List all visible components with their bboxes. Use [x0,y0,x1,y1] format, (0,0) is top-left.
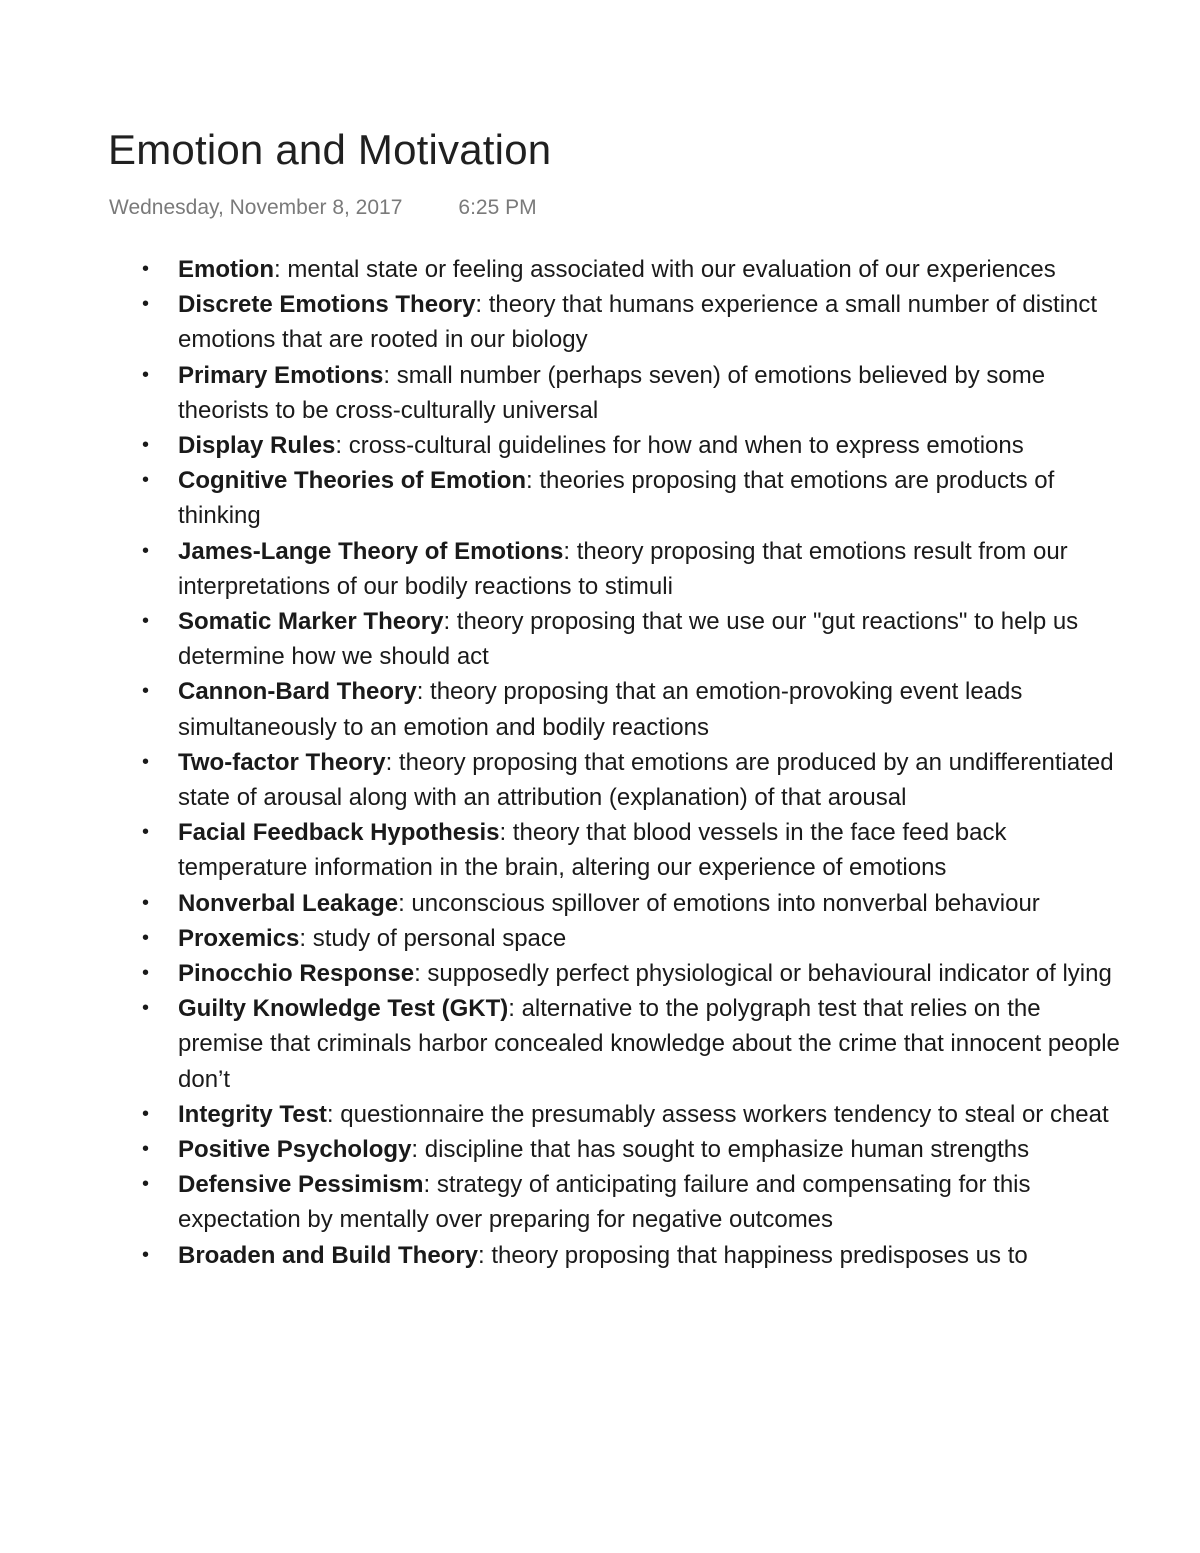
bullet-icon: • [142,1173,150,1196]
list-item [142,358,1128,428]
note-timestamp [109,196,537,220]
bullet-icon: • [142,258,150,280]
term-name: Discrete Emotions Theory [178,291,476,319]
bullet-icon: • [142,926,150,949]
bullet-icon: • [142,750,150,773]
list-item [142,674,1128,744]
bullet-icon: • [142,821,150,844]
term-name: Primary Emotions [178,361,384,389]
term-name: Proxemics [178,924,300,952]
bullet-icon: • [142,1243,150,1266]
list-item [142,428,1128,463]
bullet-icon: • [142,962,150,985]
bullet-icon: • [142,1102,150,1125]
term-name: Emotion [178,256,274,283]
bullet-icon: • [142,997,150,1020]
bullet-icon: • [142,363,150,386]
note-time: 6:25 PM [458,196,537,219]
term-definition: : supposedly perfect physiological or behavioural indicator of lying [414,960,1112,988]
list-item [142,815,1128,885]
bullet-icon: • [142,1138,150,1161]
bullet-icon: • [142,610,150,633]
bullet-icon: • [142,434,150,457]
list-item [142,287,1128,357]
term-name: Guilty Knowledge Test (GKT) [178,995,509,1023]
term-name: Integrity Test [178,1100,327,1128]
term-name: James-Lange Theory of Emotions [178,537,564,565]
term-definition: : study of personal space [299,924,567,952]
term-name: Positive Psychology [178,1136,412,1164]
list-item [142,534,1128,604]
term-name: Pinocchio Response [178,960,415,988]
list-item [142,921,1128,956]
note-date: Wednesday, November 8, 2017 [109,196,403,219]
term-definition: : theory that blood vessels in the face feed back temperature information in the brain, altering our experience of emotions [178,819,1007,882]
term-name: Somatic Marker Theory [178,608,444,636]
term-definition: : mental state or feeling associated with our evaluation of our experiences [274,256,1056,283]
list-item [142,252,1128,287]
notes-body [0,252,1200,1442]
list-item [142,463,1128,533]
list-item [142,956,1128,991]
terms-list [142,252,1128,1273]
bullet-icon: • [142,680,150,703]
list-item [142,1167,1128,1237]
list-item [142,604,1128,674]
term-definition: : unconscious spillover of emotions into nonverbal behaviour [398,889,1040,917]
list-item [142,745,1128,815]
term-name: Facial Feedback Hypothesis [178,819,500,847]
term-definition: : theory that humans experience a small number of distinct emotions that are rooted in our biology [178,291,1098,354]
term-definition: : theories proposing that emotions are products of thinking [178,467,1055,530]
term-definition: : theory proposing that an emotion-provoking event leads simultaneously to an emotion and bodily reactions [178,678,1023,741]
term-definition: : discipline that has sought to emphasize human strengths [411,1136,1030,1164]
term-name: Defensive Pessimism [178,1171,424,1199]
term-name: Cognitive Theories of Emotion [178,467,527,495]
term-definition: : alternative to the polygraph test that relies on the premise that criminals harbor concealed knowledge about the crime that innocent people don’t [178,995,1120,1093]
term-definition: : theory proposing that emotions result from our interpretations of our bodily reactions to stimuli [178,537,1068,600]
list-item [142,1238,1128,1273]
list-item [142,1097,1128,1132]
term-definition: : theory proposing that we use our "gut reactions" to help us determine how we should act [178,608,1079,671]
term-definition: : strategy of anticipating failure and compensating for this expectation by mentally over preparing for negative outcomes [178,1171,1031,1234]
bullet-icon: • [142,469,150,492]
term-name: Nonverbal Leakage [178,889,399,917]
list-item [142,1132,1128,1167]
term-definition: : cross-cultural guidelines for how and when to express emotions [335,432,1024,460]
bullet-icon: • [142,539,150,562]
term-definition: : theory proposing that emotions are produced by an undifferentiated state of arousal along with an attribution (explanation) of that arousal [178,748,1114,812]
term-name: Broaden and Build Theory [178,1241,479,1269]
list-item [142,991,1128,1097]
page-title: Emotion and Motivation [108,126,552,173]
term-definition: : small number (perhaps seven) of emotions believed by some theorists to be cross-culturally universal [178,361,1046,424]
bullet-icon: • [142,891,150,914]
term-name: Display Rules [178,432,336,460]
bullet-icon: • [142,293,150,316]
term-name: Two-factor Theory [178,748,386,776]
term-name: Cannon-Bard Theory [178,678,417,706]
list-item [142,886,1128,921]
term-definition: : theory proposing that happiness predisposes us to [478,1241,1028,1269]
term-definition: : questionnaire the presumably assess workers tendency to steal or cheat [326,1100,1109,1128]
